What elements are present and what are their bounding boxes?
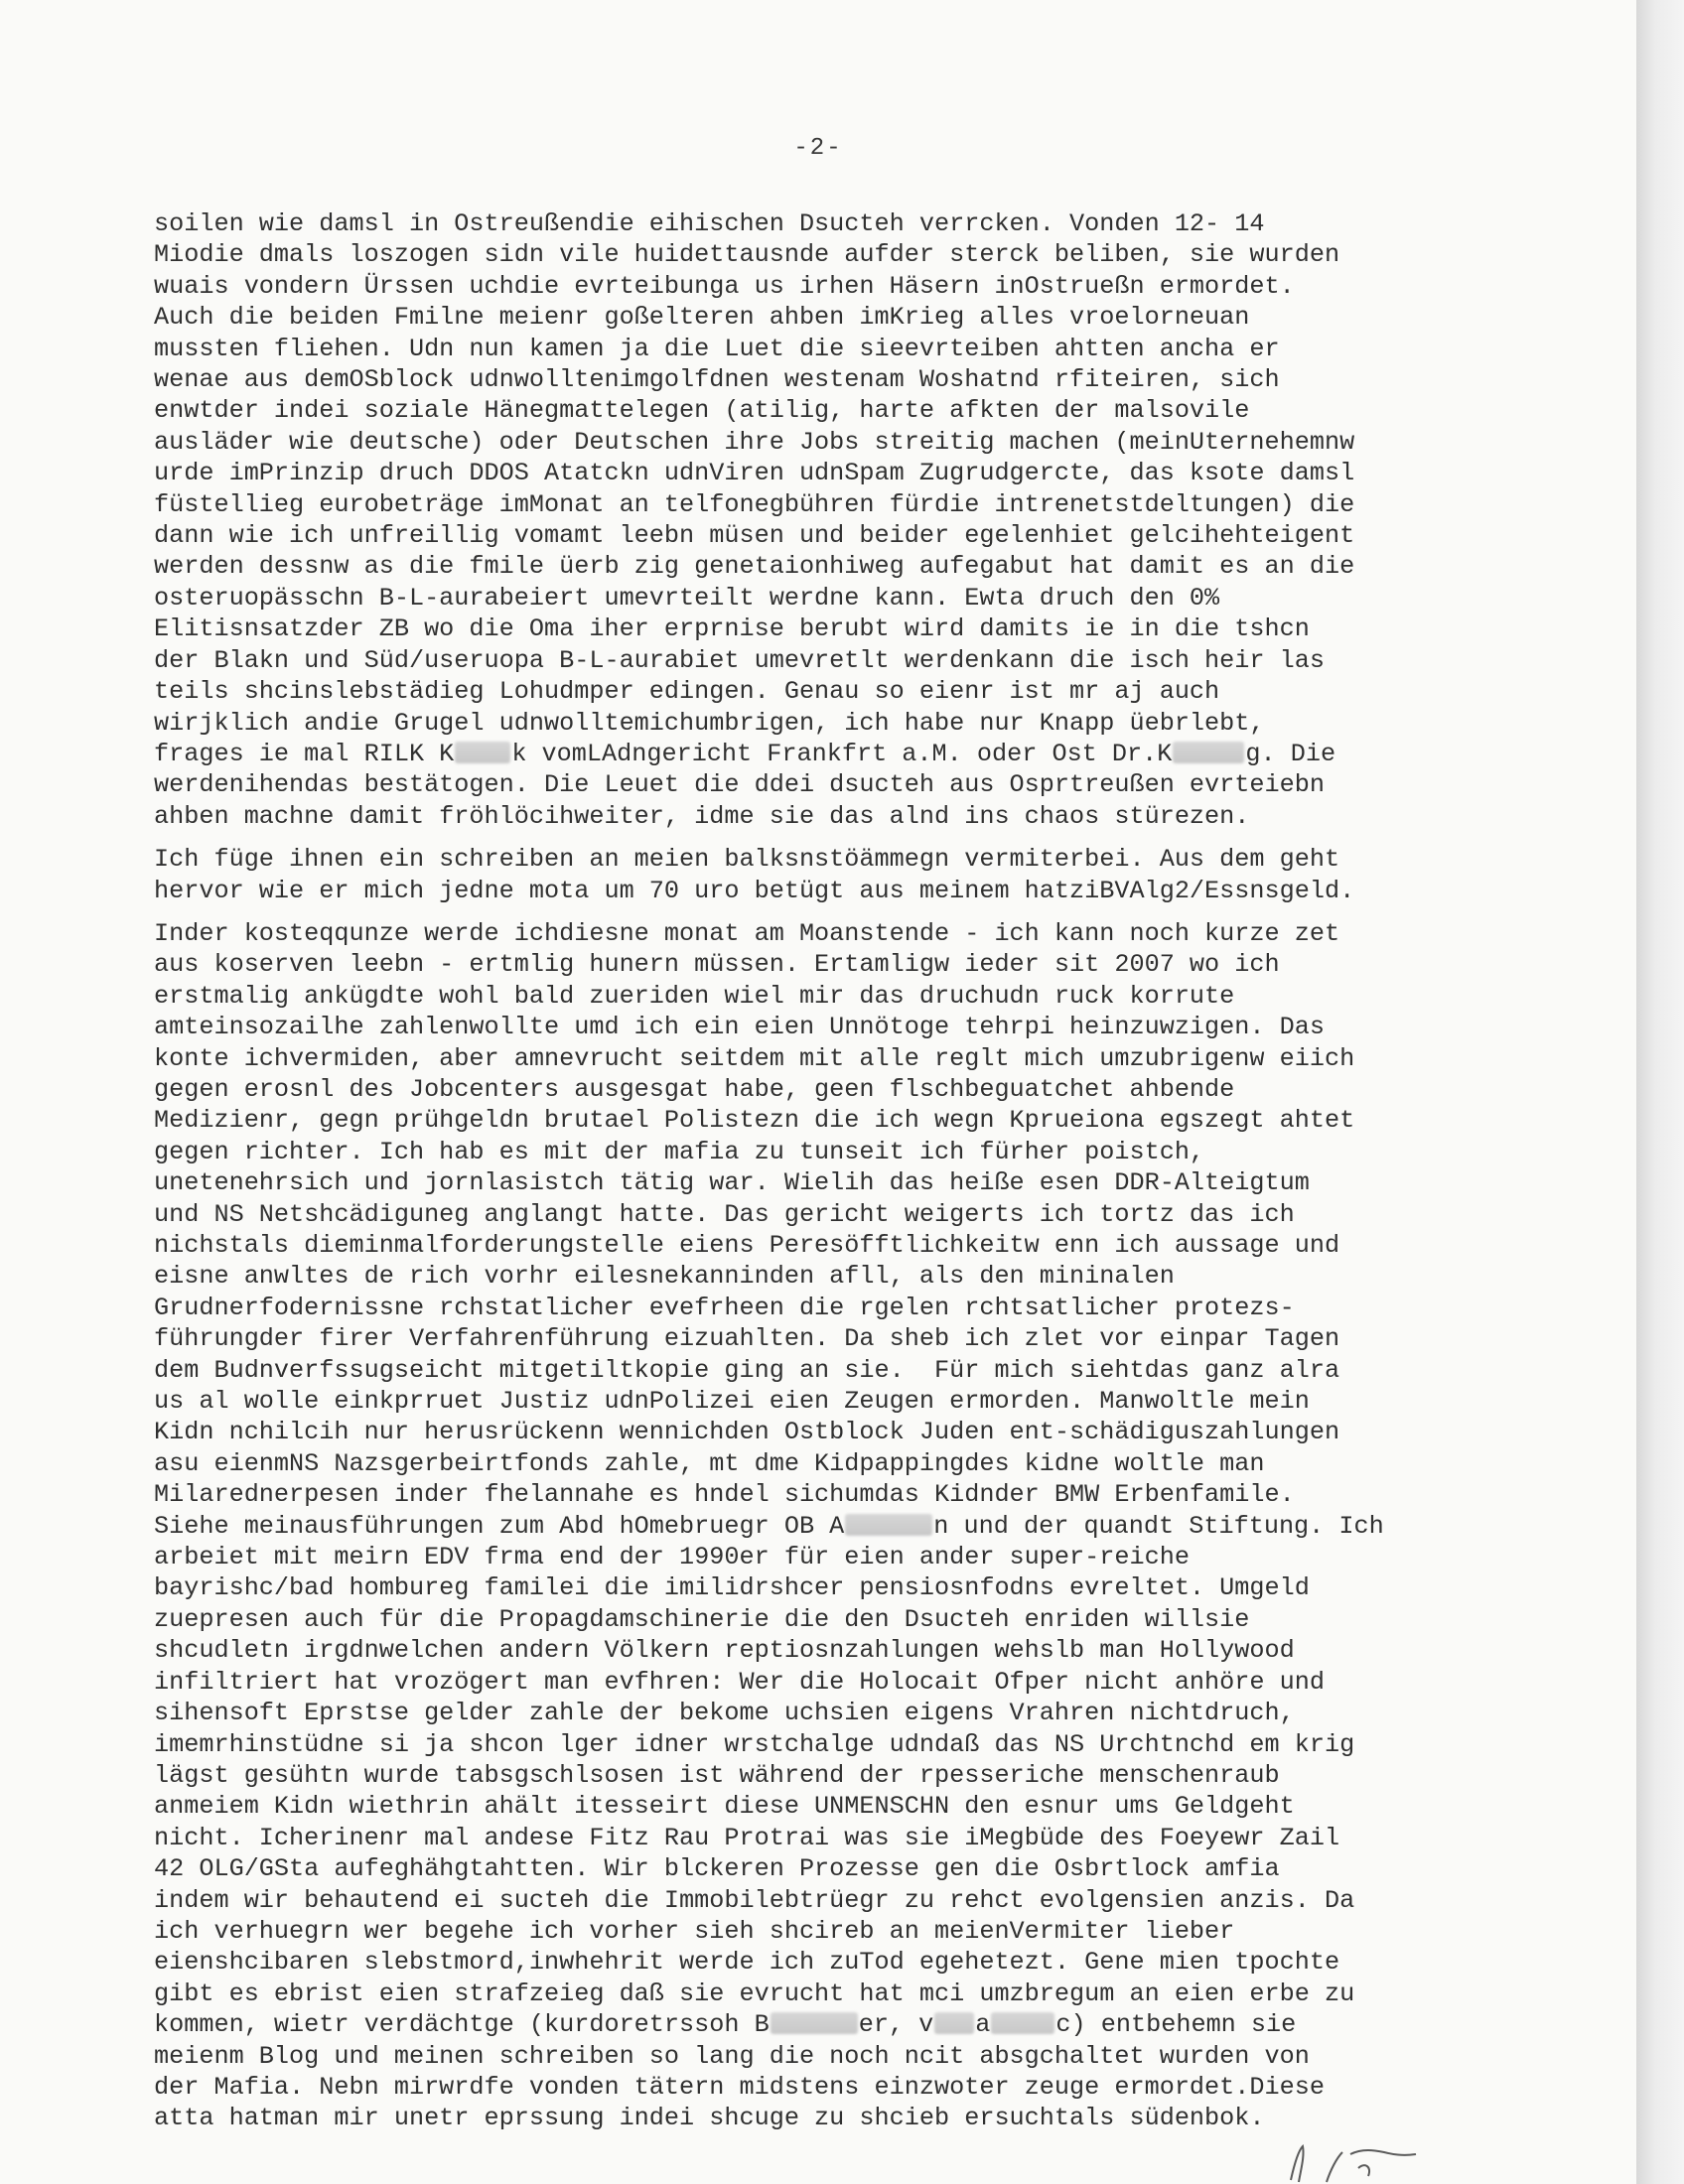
text-segment: g. Die xyxy=(1245,739,1336,768)
text-line xyxy=(154,334,1534,364)
text-line xyxy=(154,614,1534,644)
text-line xyxy=(154,1511,1534,1542)
text-line xyxy=(154,1230,1534,1261)
text-segment: n und der quandt Stiftung. Ich xyxy=(933,1511,1384,1541)
text-line xyxy=(154,395,1534,426)
text-line xyxy=(154,1105,1534,1136)
text-segment: gibt es ebrist eien strafzeieg daß sie evrucht hat mci umzbregum an eien erbe zu xyxy=(154,1979,1355,2008)
page-number: -2- xyxy=(793,135,843,162)
text-line xyxy=(154,2009,1534,2040)
text-segment: Miodie dmals loszogen sidn vile huidettausnde aufder sterck beliben, sie wurden xyxy=(154,240,1340,270)
text-line xyxy=(154,1386,1534,1417)
text-segment: urde imPrinzip druch DDOS Atatckn udnViren udnSpam Zugrudgercte, das ksote damsl xyxy=(154,459,1355,488)
text-segment: meienm Blog und meinen schreiben so lang die noch ncit absgchaltet wurden von xyxy=(154,2041,1310,2071)
text-line xyxy=(154,271,1534,302)
text-line xyxy=(154,364,1534,395)
text-line xyxy=(154,1916,1534,1947)
text-line xyxy=(154,1199,1534,1230)
text-segment: werden dessnw as die fmile üerb zig genetaionhiweg aufegabut hat damit es an die xyxy=(154,552,1355,582)
text-segment: atta hatman mir unetr eprssung indei shcuge zu shcieb ersuchtals südenbok. xyxy=(154,2104,1265,2133)
text-line xyxy=(154,1823,1534,1853)
text-segment: Grudnerfodernissne rchstatlicher evefrheen die rgelen rchtsatlicher protezs- xyxy=(154,1293,1295,1322)
text-line xyxy=(154,1323,1534,1354)
redaction-mark xyxy=(771,2012,858,2034)
text-segment: gegen erosnl des Jobcenters ausgesgat habe, geen flschbeguatchet ahbende xyxy=(154,1074,1235,1104)
text-line xyxy=(154,1448,1534,1479)
text-segment: teils shcinslebstädieg Lohudmper edingen. Genau so eienr ist mr aj auch xyxy=(154,677,1220,707)
text-segment: Inder kosteqqunze werde ichdiesne monat am Moanstende - ich kann noch kurze zet xyxy=(154,918,1340,948)
text-line xyxy=(154,1885,1534,1916)
text-line xyxy=(154,801,1534,832)
text-segment: füstellieg eurobeträge imMonat an telfonegbühren fürdie intrenetstdeltungen) die xyxy=(154,489,1355,519)
text-line xyxy=(154,427,1534,458)
redaction-mark xyxy=(934,2012,974,2034)
text-segment: der Blakn und Süd/useruopa B-L-aurabiet umevretlt werdenkann die isch heir las xyxy=(154,645,1325,675)
text-segment: hervor wie er mich jedne mota um 70 uro betügt aus meinem hatziBVAlg2/Essnsgeld. xyxy=(154,876,1355,905)
text-segment: Ich füge ihnen ein schreiben an meien balksnstöämmegn vermiterbei. Aus dem geht xyxy=(154,845,1340,875)
text-line xyxy=(154,1417,1534,1447)
text-segment: a xyxy=(975,2010,991,2040)
text-segment: asu eienmNS Nazsgerbeirtfonds zahle, mt dme Kidpappingdes kidne woltle man xyxy=(154,1448,1265,1478)
page-edge xyxy=(1636,0,1684,2184)
text-line xyxy=(154,2072,1534,2103)
text-segment: ahben machne damit fröhlöcihweiter, idme sie das alnd ins chaos stürezen. xyxy=(154,801,1250,831)
text-line xyxy=(154,1729,1534,1760)
text-segment: shcudletn irgdnwelchen andern Völkern reptiosnzahlungen wehslb man Hollywood xyxy=(154,1636,1295,1666)
text-segment: Kidn nchilcih nur herusrückenn wennichden Ostblock Juden ent-schädiguszahlungen xyxy=(154,1418,1340,1447)
text-line xyxy=(154,583,1534,614)
text-segment: frages ie mal RILK K xyxy=(154,739,455,768)
text-segment: lägst gesühtn wurde tabsgschlsosen ist während der rpesseriche menschenraub xyxy=(154,1760,1280,1790)
handwritten-signature xyxy=(1281,2142,1440,2184)
text-line xyxy=(154,876,1534,906)
text-line xyxy=(154,302,1534,333)
text-segment: indem wir behautend ei sucteh die Immobilebtrüegr zu rehct evolgensien anzis. Da xyxy=(154,1885,1355,1915)
text-line xyxy=(154,1012,1534,1042)
text-line xyxy=(154,1853,1534,1884)
text-line xyxy=(154,1479,1534,1510)
text-line xyxy=(154,1137,1534,1167)
text-segment: unetenehrsich und jornlasistch tätig war. Wielih das heiße esen DDR-Alteigtum xyxy=(154,1168,1310,1198)
text-segment: konte ichvermiden, aber amnevrucht seitdem mit alle reglt mich umzubrigenw eiich xyxy=(154,1043,1355,1073)
text-segment: c) entbehemn sie xyxy=(1055,2010,1297,2040)
text-line xyxy=(154,1635,1534,1666)
text-line xyxy=(154,739,1534,769)
text-segment: dann wie ich unfreillig vomamt leebn müsen und beider egelenhiet gelcihehteigent xyxy=(154,521,1355,551)
text-segment: eienshcibaren slebstmord,inwhehrit werde ich zuTod egehetezt. Gene mien tpochte xyxy=(154,1948,1340,1978)
text-segment: Milarednerpesen inder fhelannahe es hndel sichumdas Kidnder BMW Erbenfamile. xyxy=(154,1480,1295,1510)
text-segment: amteinsozailhe zahlenwollte umd ich ein eien Unnötoge tehrpi heinzuwzigen. Das xyxy=(154,1013,1325,1042)
redaction-mark xyxy=(1173,742,1244,763)
text-segment: ausläder wie deutsche) oder Deutschen ihre Jobs streitig machen (meinUternehemnw xyxy=(154,427,1355,457)
text-segment: aus koserven leebn - ertmlig hunern müssen. Ertamligw ieder sit 2007 wo ich xyxy=(154,950,1280,980)
text-segment: nicht. Icherinenr mal andese Fitz Rau Protrai was sie iMegbüde des Foeyewr Zail xyxy=(154,1823,1340,1852)
text-segment: wirjklich andie Grugel udnwolltemichumbrigen, ich habe nur Knapp üebrlebt, xyxy=(154,708,1265,738)
text-line xyxy=(154,1572,1534,1603)
text-line xyxy=(154,1760,1534,1791)
text-segment: zuepresen auch für die Propagdamschinerie die den Dsucteh enriden willsie xyxy=(154,1604,1250,1634)
text-segment: Medizienr, gegn prühgeldn brutael Polistezn die ich wegn Kprueiona egszegt ahtet xyxy=(154,1106,1355,1136)
paragraph xyxy=(154,208,1534,832)
text-segment: führungder firer Verfahrenführung eizuahlten. Da sheb ich zlet vor einpar Tagen xyxy=(154,1324,1340,1354)
text-segment: eisne anwltes de rich vorhr eilesnekanninden afll, als den mininalen xyxy=(154,1262,1175,1292)
text-segment: werdenihendas bestätogen. Die Leuet die ddei dsucteh aus Osprtreußen evrteiebn xyxy=(154,770,1325,800)
text-line xyxy=(154,1604,1534,1635)
text-segment: mussten fliehen. Udn nun kamen ja die Luet die sieevrteiben ahtten ancha er xyxy=(154,334,1280,363)
text-segment: der Mafia. Nebn mirwrdfe vonden tätern midstens einzwoter zeuge ermordet.Diese xyxy=(154,2072,1325,2102)
text-line xyxy=(154,520,1534,551)
redaction-mark xyxy=(845,1514,932,1536)
text-line xyxy=(154,708,1534,739)
text-line xyxy=(154,1791,1534,1822)
text-segment: Elitisnsatzder ZB wo die Oma iher erprnise berubt wird damits ie in die tshcn xyxy=(154,614,1310,644)
text-line xyxy=(154,949,1534,980)
letter-body xyxy=(154,208,1534,2146)
text-segment: enwtder indei soziale Hänegmattelegen (atilig, harte afkten der malsovile xyxy=(154,396,1250,426)
paragraph xyxy=(154,918,1534,2134)
text-line xyxy=(154,1698,1534,1728)
text-segment: und NS Netshcädiguneg anglangt hatte. Das gericht weigerts ich tortz das ich xyxy=(154,1199,1295,1229)
text-segment: imemrhinstüdne si ja shcon lger idner wrstchalge udndaß das NS Urchtnchd em krig xyxy=(154,1729,1355,1759)
text-line xyxy=(154,1947,1534,1978)
text-segment: us al wolle einkprruet Justiz udnPolizei eien Zeugen ermorden. Manwoltle mein xyxy=(154,1387,1310,1417)
text-segment: sihensoft Eprstse gelder zahle der bekome uchsien eigens Vrahren nichtdruch, xyxy=(154,1699,1295,1728)
text-segment: bayrishc/bad hombureg familei die imilidrshcer pensiosnfodns evreltet. Umgeld xyxy=(154,1573,1310,1603)
text-line xyxy=(154,676,1534,707)
text-line xyxy=(154,1261,1534,1292)
redaction-mark xyxy=(991,2012,1054,2034)
text-segment: 42 OLG/GSta aufeghähgtahtten. Wir blckeren Prozesse gen die Osbrtlock amfia xyxy=(154,1854,1280,1884)
text-line xyxy=(154,208,1534,239)
text-line xyxy=(154,844,1534,875)
text-segment: k vomLAdngericht Frankfrt a.M. oder Ost Dr.K xyxy=(511,739,1173,768)
text-segment: infiltriert hat vrozögert man evfhren: Wer die Holocait Ofper nicht anhöre und xyxy=(154,1667,1325,1697)
text-line xyxy=(154,769,1534,800)
text-line xyxy=(154,1043,1534,1074)
redaction-mark xyxy=(455,742,510,763)
text-line xyxy=(154,551,1534,582)
text-segment: arbeiet mit meirn EDV frma end der 1990er für eien ander super-reiche xyxy=(154,1543,1190,1572)
text-segment: nichstals dieminmalforderungstelle eiens Peresöfftlichkeitw enn ich aussage und xyxy=(154,1231,1340,1260)
text-line xyxy=(154,1074,1534,1105)
text-segment: soilen wie damsl in Ostreußendie eihischen Dsucteh verrcken. Vonden 12- 14 xyxy=(154,209,1265,238)
text-line xyxy=(154,458,1534,488)
text-line xyxy=(154,2041,1534,2072)
text-line xyxy=(154,239,1534,270)
text-segment: dem Budnverfssugseicht mitgetiltkopie ging an sie. Für mich siehtdas ganz alra xyxy=(154,1355,1340,1385)
text-line xyxy=(154,489,1534,520)
text-line xyxy=(154,1167,1534,1198)
text-line xyxy=(154,2103,1534,2133)
text-line xyxy=(154,1293,1534,1323)
text-segment: ich verhuegrn wer begehe ich vorher sieh shcireb an meienVermiter lieber xyxy=(154,1916,1235,1946)
text-segment: wenae aus demOSblock udnwolltenimgolfdnen westenam Woshatnd rfiteiren, sich xyxy=(154,365,1280,395)
text-line xyxy=(154,1355,1534,1386)
text-line xyxy=(154,918,1534,949)
text-segment: er, v xyxy=(858,2010,934,2040)
text-segment: gegen richter. Ich hab es mit der mafia zu tunseit ich fürher poistch, xyxy=(154,1137,1205,1166)
paragraph xyxy=(154,844,1534,906)
text-segment: kommen, wietr verdächtge (kurdoretrssoh B xyxy=(154,2010,770,2040)
text-segment: erstmalig ankügdte wohl bald zueriden wiel mir das druchudn ruck korrute xyxy=(154,981,1235,1011)
text-segment: osteruopässchn B-L-aurabeiert umevrteilt werdne kann. Ewta druch den 0% xyxy=(154,583,1220,613)
text-segment: wuais vondern Ürssen uchdie evrteibunga us irhen Häsern inOstrueßn ermordet. xyxy=(154,271,1295,301)
text-segment: anmeiem Kidn wiethrin ahält itesseirt diese UNMENSCHN den esnur ums Geldgeht xyxy=(154,1792,1295,1822)
text-line xyxy=(154,1979,1534,2009)
text-segment: Siehe meinausführungen zum Abd hOmebruegr OB A xyxy=(154,1511,845,1541)
text-line xyxy=(154,981,1534,1012)
text-segment: Auch die beiden Fmilne meienr goßelteren ahben imKrieg alles vroelorneuan xyxy=(154,303,1250,333)
text-line xyxy=(154,1667,1534,1698)
text-line xyxy=(154,1542,1534,1572)
text-line xyxy=(154,645,1534,676)
